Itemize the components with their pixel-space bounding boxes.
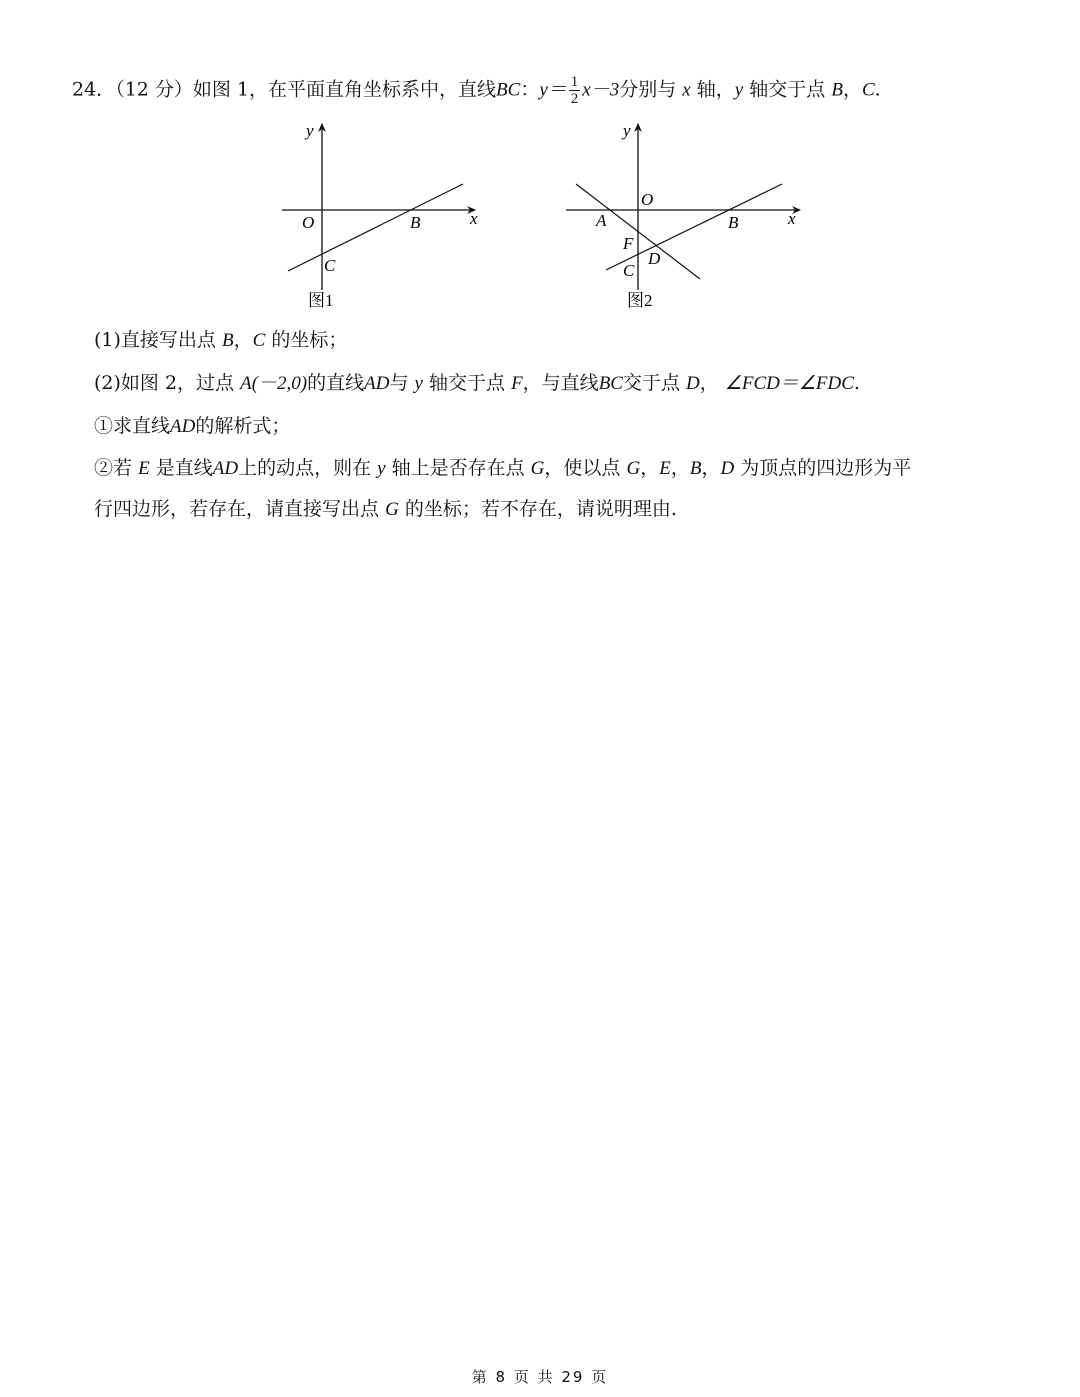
q2-2-prefix: ②若: [94, 457, 133, 479]
point-f: F: [511, 373, 523, 394]
label-f: F: [623, 234, 634, 253]
point-g: G: [626, 458, 641, 479]
line-name: BC: [496, 79, 521, 101]
q2-2-text: 为顶点的四边形为平: [740, 457, 912, 479]
label-x: x: [470, 209, 478, 228]
problem-statement: [72, 74, 881, 107]
line-bc: BC: [598, 373, 623, 394]
point-d: D: [720, 458, 735, 479]
q2-prefix: (2)如图 2，过点: [94, 372, 235, 394]
q2-text: 与: [389, 372, 409, 394]
point-g: G: [385, 499, 399, 520]
colon: ：: [520, 78, 540, 101]
fraction-numerator: 1: [570, 74, 579, 90]
q2-2-text: 上的动点，则在: [238, 457, 372, 479]
label-y: y: [623, 121, 631, 140]
q1-suffix: 的坐标；: [271, 329, 348, 351]
problem-number: 24．: [72, 78, 116, 101]
label-c: C: [623, 261, 635, 280]
figure-1-caption: 图1: [308, 291, 334, 310]
comma: ，: [699, 372, 719, 394]
y-variable: y: [377, 458, 386, 479]
figure-2: [560, 118, 810, 313]
label-o: O: [641, 190, 654, 209]
point-c: C: [861, 79, 875, 101]
equation-rhs: x－3: [582, 79, 620, 101]
label-b: B: [728, 213, 739, 232]
period: .: [874, 78, 881, 101]
q2-text: 轴交于点: [429, 372, 506, 394]
problem-intro: 如图 1，在平面直角坐标系中，直线: [192, 78, 497, 101]
equation-lhs: y＝: [539, 79, 567, 101]
comma: ，: [670, 457, 690, 479]
point-b: B: [689, 458, 702, 479]
fraction-denominator: 2: [570, 91, 579, 107]
point-a-coordinates: A(－2,0): [240, 373, 308, 394]
question-2: [94, 370, 860, 397]
q2-1-prefix: ①求直线: [94, 415, 171, 437]
y-variable: y: [734, 79, 744, 101]
point-c: C: [252, 330, 266, 351]
problem-text: 分别与: [619, 78, 677, 101]
period: .: [853, 372, 860, 394]
label-o: O: [302, 213, 315, 232]
label-y: y: [306, 121, 314, 140]
comma: ，: [640, 457, 660, 479]
label-x: x: [788, 209, 796, 228]
point-e: E: [138, 458, 150, 479]
fraction-one-half: [569, 74, 581, 107]
y-variable: y: [414, 373, 423, 394]
label-b: B: [410, 213, 421, 232]
line-ad: AD: [212, 458, 239, 479]
q2-1-suffix: 的解析式；: [195, 415, 291, 437]
q2-text: 的直线: [307, 372, 365, 394]
q2-2-text: 是直线: [155, 457, 213, 479]
angle-equality: ∠FCD＝∠FDC: [724, 373, 854, 394]
question-2-1: [94, 413, 290, 440]
page-footer: 第 8 页 共 29 页: [471, 1368, 609, 1386]
point-e: E: [659, 458, 671, 479]
line-ad: AD: [364, 373, 390, 394]
point-b: B: [831, 79, 843, 101]
q2-text: 交于点: [622, 372, 680, 394]
figure-2-caption: 图2: [627, 291, 653, 310]
question-2-2: [94, 455, 911, 482]
q2-text: ，与直线: [522, 372, 599, 394]
problem-text: 轴交于点: [749, 78, 826, 101]
question-2-2-continued: [94, 496, 677, 523]
point-b: B: [221, 330, 234, 351]
comma: ，: [233, 329, 253, 351]
q1-prefix: (1)直接写出点: [94, 329, 216, 351]
comma: ，: [842, 78, 862, 101]
label-c: C: [324, 256, 336, 275]
label-d: D: [648, 249, 661, 268]
q2-2-text: 轴上是否存在点: [391, 457, 525, 479]
question-1: [94, 327, 347, 354]
q2-2-text: 的坐标；若不存在，请说明理由.: [404, 498, 677, 520]
q2-2-text: ，使以点: [544, 457, 621, 479]
label-a: A: [596, 211, 607, 230]
comma: ，: [701, 457, 721, 479]
q2-2-text: 行四边形，若存在，请直接写出点: [94, 498, 380, 520]
point-g: G: [530, 458, 545, 479]
figure-1: [270, 118, 500, 313]
problem-text: 轴，: [696, 78, 735, 101]
x-variable: x: [682, 79, 691, 101]
problem-points: （12 分）: [115, 78, 193, 101]
point-d: D: [686, 373, 700, 394]
line-ad: AD: [170, 416, 196, 437]
